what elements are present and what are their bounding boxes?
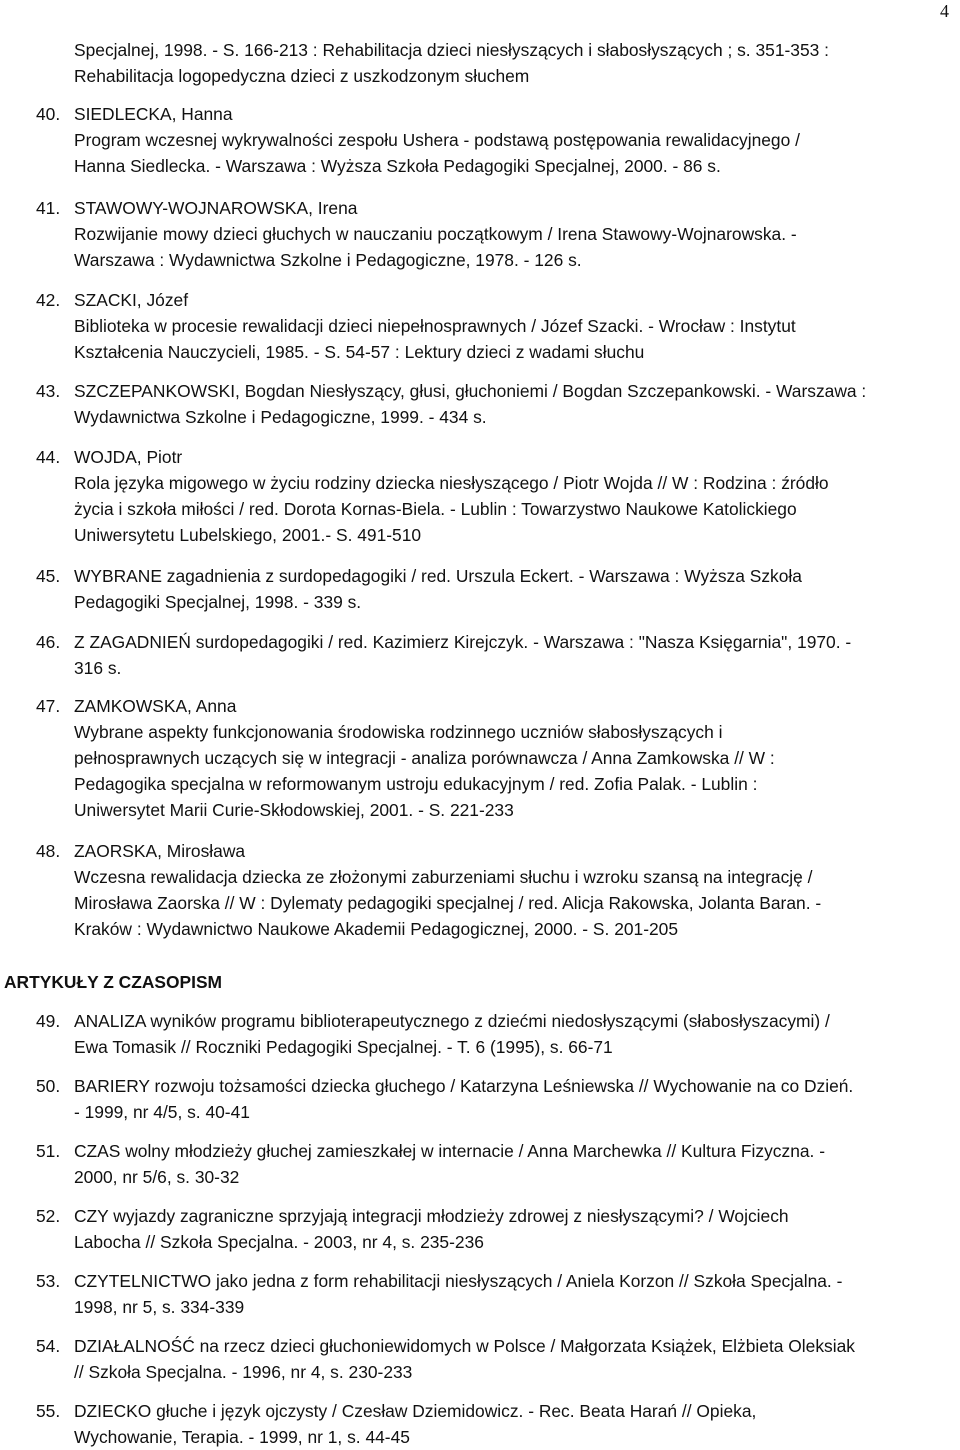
bibliography-entry <box>36 287 946 365</box>
entry-text: CZAS wolny młodzieży głuchej zamieszkałej w internacie / Anna Marchewka // Kultura Fizyczna. - <box>74 1141 825 1161</box>
article-entry <box>36 1073 946 1125</box>
entry-heading: Z ZAGADNIEŃ surdopedagogiki / red. Kazimierz Kirejczyk. - Warszawa : "Nasza Księgarnia", 1970. - <box>74 632 852 652</box>
bibliography-entry <box>36 378 946 430</box>
bibliography-entry <box>36 563 946 615</box>
entry-text: 316 s. <box>74 658 122 678</box>
entry-number: 43. <box>36 381 61 401</box>
entry-text: Hanna Siedlecka. - Warszawa : Wyższa Szkoła Pedagogiki Specjalnej, 2000. - 86 s. <box>74 156 721 176</box>
entry-text: Rola języka migowego w życiu rodziny dziecka niesłyszącego / Piotr Wojda // W : Rodzina : źródło <box>74 473 829 493</box>
continuation-text <box>74 37 829 89</box>
entry-heading: SIEDLECKA, Hanna <box>74 104 233 124</box>
text-line: Specjalnej, 1998. - S. 166-213 : Rehabilitacja dzieci niesłyszących i słabosłyszących ; s. 351-353 : <box>74 40 829 60</box>
entry-text: DZIAŁALNOŚĆ na rzecz dzieci głuchoniewidomych w Polsce / Małgorzata Książek, Elżbieta Oleksiak <box>74 1336 855 1356</box>
article-entry <box>36 1398 946 1450</box>
entry-text: Ewa Tomasik // Roczniki Pedagogiki Specjalnej. - T. 6 (1995), s. 66-71 <box>74 1037 613 1057</box>
bibliography-entry <box>36 444 946 548</box>
section-heading: ARTYKUŁY Z CZASOPISM <box>4 972 223 992</box>
entry-number: 44. <box>36 447 61 467</box>
entry-number: 45. <box>36 566 61 586</box>
entry-number: 51. <box>36 1141 61 1161</box>
entry-text: 2000, nr 5/6, s. 30-32 <box>74 1167 240 1187</box>
entry-text: Mirosława Zaorska // W : Dylematy pedagogiki specjalnej / red. Alicja Rakowska, Jolanta Baran. - <box>74 893 822 913</box>
entry-text: DZIECKO głuche i język ojczysty / Czesław Dziemidowicz. - Rec. Beata Harań // Opieka, <box>74 1401 757 1421</box>
entry-number: 48. <box>36 841 61 861</box>
entry-text: Uniwersytet Marii Curie-Skłodowskiej, 2001. - S. 221-233 <box>74 800 514 820</box>
bibliography-entry <box>36 195 946 273</box>
entry-text: BARIERY rozwoju tożsamości dziecka głuchego / Katarzyna Leśniewska // Wychowanie na co Dzień. <box>74 1076 854 1096</box>
bibliography-entry <box>36 838 946 942</box>
entry-number: 40. <box>36 104 61 124</box>
entry-heading: SZACKI, Józef <box>74 290 189 310</box>
entry-heading: WOJDA, Piotr <box>74 447 183 467</box>
entry-heading: SZCZEPANKOWSKI, Bogdan Niesłyszący, głusi, głuchoniemi / Bogdan Szczepankowski. - Warszawa : <box>74 381 867 401</box>
entry-text: CZYTELNICTWO jako jedna z form rehabilitacji niesłyszących / Aniela Korzon // Szkoła Specjalna. - <box>74 1271 843 1291</box>
article-entry <box>36 1333 946 1385</box>
entry-text: Program wczesnej wykrywalności zespołu Ushera - podstawą postępowania rewalidacyjnego / <box>74 130 800 150</box>
entry-number: 46. <box>36 632 61 652</box>
entry-number: 55. <box>36 1401 61 1421</box>
entry-number: 54. <box>36 1336 61 1356</box>
entry-text: Kraków : Wydawnictwo Naukowe Akademii Pedagogicznej, 2000. - S. 201-205 <box>74 919 679 939</box>
article-entry <box>36 1268 946 1320</box>
entry-number: 41. <box>36 198 61 218</box>
bibliography-entry <box>36 693 946 823</box>
entry-heading: ZAORSKA, Mirosława <box>74 841 246 861</box>
entry-text: Wybrane aspekty funkcjonowania środowiska rodzinnego uczniów słabosłyszących i <box>74 722 723 742</box>
bibliography-entry <box>36 101 946 179</box>
article-entry <box>36 1203 946 1255</box>
article-entry <box>36 1008 946 1060</box>
article-entry <box>36 1138 946 1190</box>
entry-text: Kształcenia Nauczycieli, 1985. - S. 54-57 : Lektury dzieci z wadami słuchu <box>74 342 645 362</box>
bibliography-entry <box>36 629 946 681</box>
entry-text: 1998, nr 5, s. 334-339 <box>74 1297 245 1317</box>
entry-heading: WYBRANE zagadnienia z surdopedagogiki / red. Urszula Eckert. - Warszawa : Wyższa Szkoła <box>74 566 802 586</box>
entry-text: // Szkoła Specjalna. - 1996, nr 4, s. 230-233 <box>74 1362 413 1382</box>
entry-text: ANALIZA wyników programu biblioterapeutycznego z dziećmi niedosłyszącymi (słabosłyszacymi) / <box>74 1011 830 1031</box>
entry-number: 42. <box>36 290 61 310</box>
entry-text: pełnosprawnych uczących się w integracji - analiza porównawcza / Anna Zamkowska // W : <box>74 748 775 768</box>
entry-text: Wychowanie, Terapia. - 1999, nr 1, s. 44-45 <box>74 1427 410 1447</box>
entry-number: 47. <box>36 696 61 716</box>
entry-text: Rozwijanie mowy dzieci głuchych w nauczaniu początkowym / Irena Stawowy-Wojnarowska. - <box>74 224 797 244</box>
entry-text: CZY wyjazdy zagraniczne sprzyjają integracji młodzieży zdrowej z niesłyszącymi? / Wojciech <box>74 1206 789 1226</box>
entry-text: Uniwersytetu Lubelskiego, 2001.- S. 491-510 <box>74 525 422 545</box>
page-number: 4 <box>940 1 949 21</box>
entry-text: Wydawnictwa Szkolne i Pedagogiczne, 1999. - 434 s. <box>74 407 487 427</box>
text-line: Rehabilitacja logopedyczna dzieci z uszkodzonym słuchem <box>74 66 530 86</box>
entry-heading: ZAMKOWSKA, Anna <box>74 696 237 716</box>
entry-number: 49. <box>36 1011 61 1031</box>
entry-number: 53. <box>36 1271 61 1291</box>
entry-number: 52. <box>36 1206 61 1226</box>
entry-text: - 1999, nr 4/5, s. 40-41 <box>74 1102 250 1122</box>
entry-text: Warszawa : Wydawnictwa Szkolne i Pedagogiczne, 1978. - 126 s. <box>74 250 582 270</box>
entry-text: życia i szkoła miłości / red. Dorota Kornas-Biela. - Lublin : Towarzystwo Naukowe Katolickiego <box>74 499 797 519</box>
entry-text: Biblioteka w procesie rewalidacji dzieci niepełnosprawnych / Józef Szacki. - Wrocław : Instytut <box>74 316 796 336</box>
entry-text: Pedagogika specjalna w reformowanym ustroju edukacyjnym / red. Zofia Palak. - Lublin : <box>74 774 758 794</box>
entry-number: 50. <box>36 1076 61 1096</box>
entry-heading: STAWOWY-WOJNAROWSKA, Irena <box>74 198 358 218</box>
entry-text: Pedagogiki Specjalnej, 1998. - 339 s. <box>74 592 362 612</box>
entry-text: Labocha // Szkoła Specjalna. - 2003, nr 4, s. 235-236 <box>74 1232 484 1252</box>
entry-text: Wczesna rewalidacja dziecka ze złożonymi zaburzeniami słuchu i wzroku szansą na integrację / <box>74 867 813 887</box>
